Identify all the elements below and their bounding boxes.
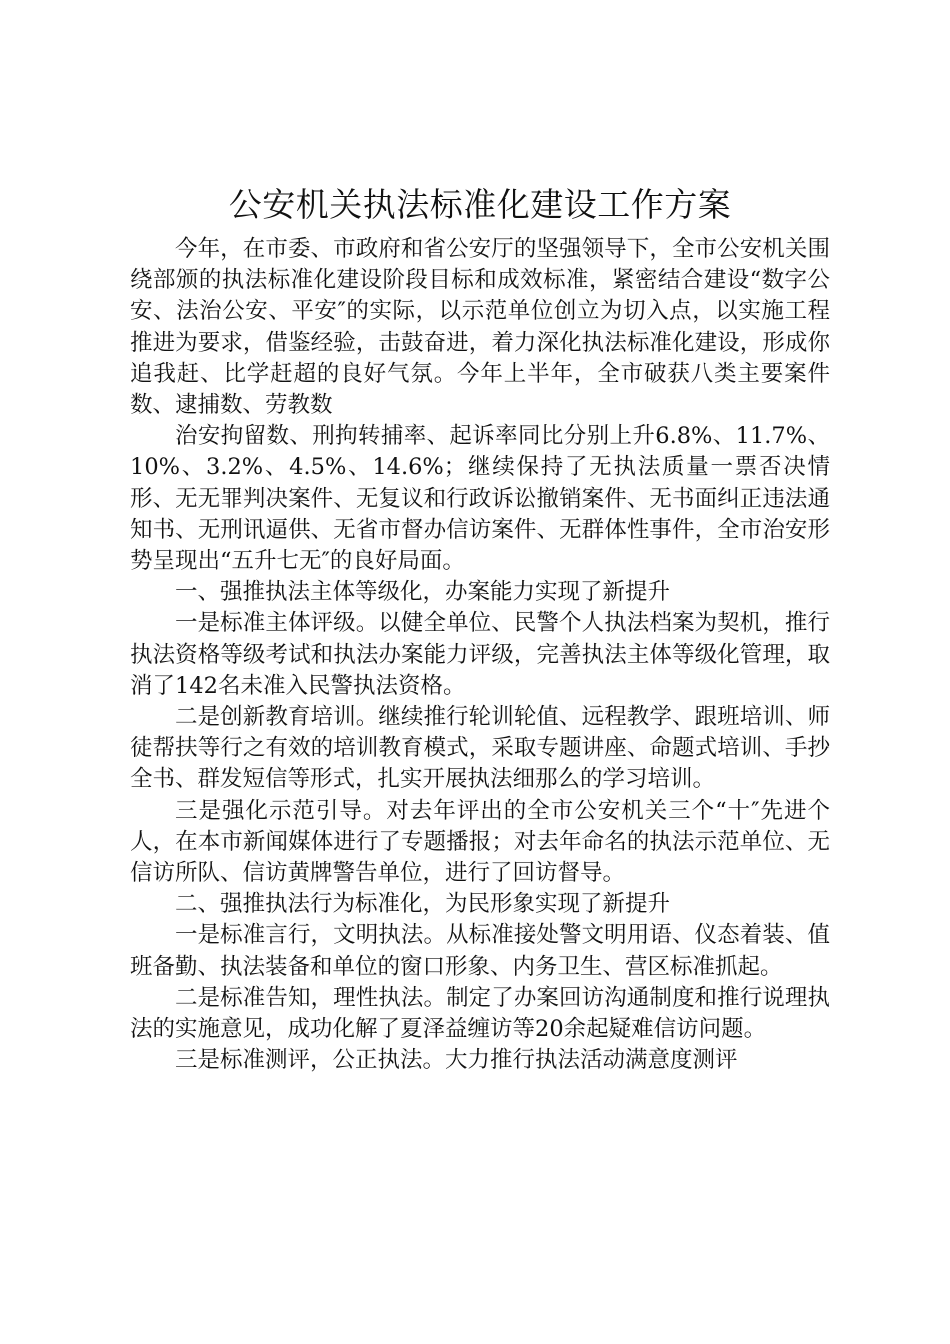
paragraph-item: 三是标准测评，公正执法。大力推行执法活动满意度测评 [175,1047,738,1074]
paragraph-statistics: 治安拘留数、刑拘转捕率、起诉率同比分别上升6.8%、11.7%、10%、3.2%、4.5%、14.6%；继续保持了无执法质量一票否决情形、无无罪判决案件、无复议和行政诉讼撤销案件、无书面纠正违法通知书、无刑讯逼供、无省市督办信访案件、无群体性事件，全市治安形势呈现出“五升七无″的良好局面。 [130,423,830,575]
paragraph-intro: 今年，在市委、市政府和省公安厅的坚强领导下，全市公安机关围绕部颁的执法标准化建设阶段目标和成效标准，紧密结合建设“数字公安、法治公安、平安″的实际，以示范单位创立为切入点，以实施工程推进为要求，借鉴经验，击鼓奋进，着力深化执法标准化建设，形成你追我赶、比学赶超的良好气氛。今年上半年，全市破获八类主要案件数、逮捕数、劳教数 [130,236,830,419]
paragraph-item: 一是标准主体评级。以健全单位、民警个人执法档案为契机，推行执法资格等级考试和执法办案能力评级，完善执法主体等级化管理，取消了142名未准入民警执法资格。 [130,610,830,699]
section-heading-2: 二、强推执法行为标准化，为民形象实现了新提升 [175,891,671,918]
paragraph-item: 二是标准告知，理性执法。制定了办案回访沟通制度和推行说理执法的实施意见，成功化解了夏泽益缠访等20余起疑难信访问题。 [130,984,830,1043]
document-page [130,180,830,1076]
paragraph-item: 一是标准言行，文明执法。从标准接处警文明用语、仪态着装、值班备勤、执法装备和单位的窗口形象、内务卫生、营区标准抓起。 [130,922,830,980]
paragraph-item: 二是创新教育培训。继续推行轮训轮值、远程教学、跟班培训、师徒帮扶等行之有效的培训教育模式，采取专题讲座、命题式培训、手抄全书、群发短信等形式，扎实开展执法细那么的学习培训。 [130,704,830,793]
section-heading-1: 一、强推执法主体等级化，办案能力实现了新提升 [175,579,671,606]
paragraph-item: 三是强化示范引导。对去年评出的全市公安机关三个“十″先进个人，在本市新闻媒体进行了专题播报；对去年命名的执法示范单位、无信访所队、信访黄牌警告单位，进行了回访督导。 [130,797,830,887]
document-title: 公安机关执法标准化建设工作方案 [228,185,732,224]
